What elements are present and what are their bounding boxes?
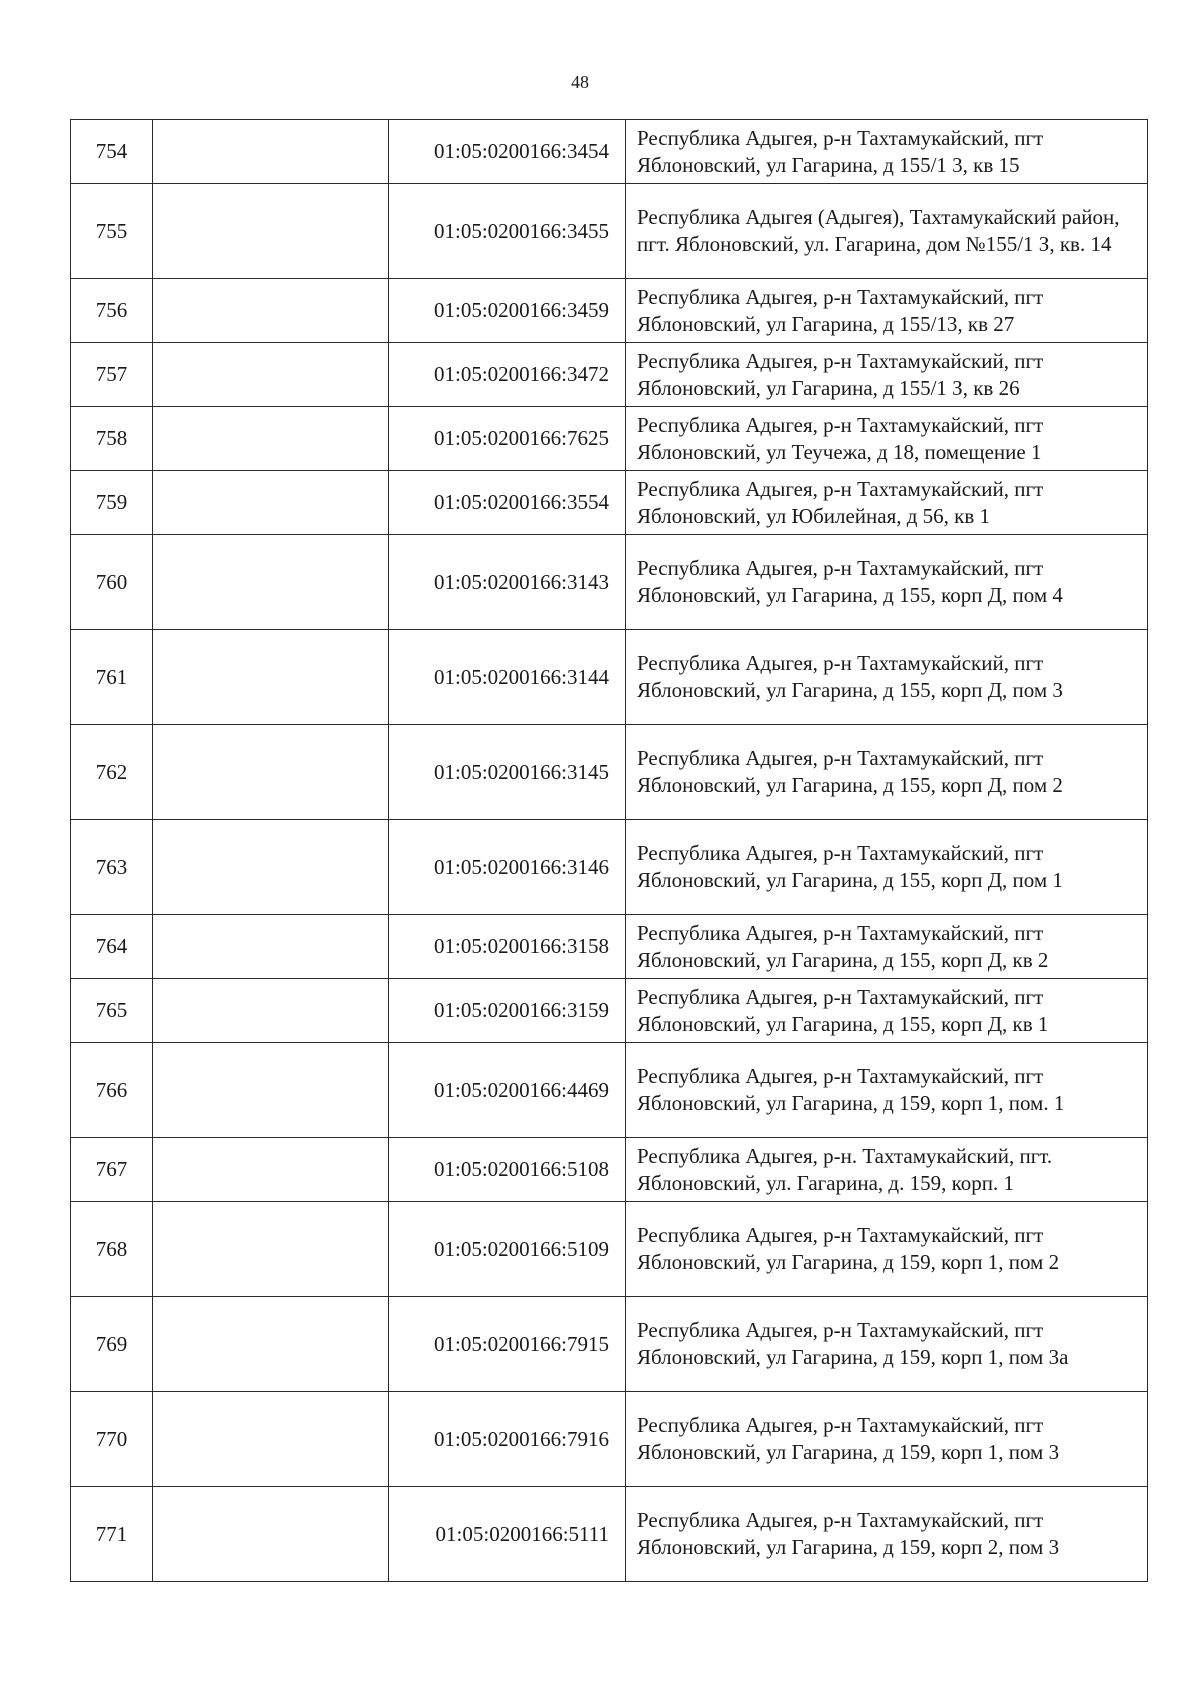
cadastral-number: 01:05:0200166:3146 [389, 820, 626, 915]
row-number: 769 [71, 1297, 153, 1392]
row-number: 764 [71, 915, 153, 979]
row-number: 767 [71, 1138, 153, 1202]
row-owner [153, 1487, 389, 1582]
table-row [71, 1202, 1148, 1297]
cadastral-number: 01:05:0200166:5109 [389, 1202, 626, 1297]
row-owner [153, 471, 389, 535]
row-owner [153, 1392, 389, 1487]
cadastral-number: 01:05:0200166:7915 [389, 1297, 626, 1392]
row-number: 768 [71, 1202, 153, 1297]
address: Республика Адыгея, р-н. Тахтамукайский, пгт. Яблоновский, ул. Гагарина, д. 159, корп. 1 [626, 1138, 1148, 1202]
row-number: 771 [71, 1487, 153, 1582]
row-number: 765 [71, 979, 153, 1043]
table-row [71, 725, 1148, 820]
row-owner [153, 1138, 389, 1202]
row-owner [153, 407, 389, 471]
table-row [71, 1297, 1148, 1392]
table-row [71, 407, 1148, 471]
address: Республика Адыгея, р-н Тахтамукайский, пгт Яблоновский, ул Гагарина, д 159, корп 1, пом 2 [626, 1202, 1148, 1297]
address: Республика Адыгея, р-н Тахтамукайский, пгт Яблоновский, ул Гагарина, д 159, корп 2, пом 3 [626, 1487, 1148, 1582]
address: Республика Адыгея, р-н Тахтамукайский, пгт Яблоновский, ул Гагарина, д 155/1 3, кв 15 [626, 120, 1148, 184]
row-number: 762 [71, 725, 153, 820]
cadastral-number: 01:05:0200166:3459 [389, 279, 626, 343]
address: Республика Адыгея, р-н Тахтамукайский, пгт Яблоновский, ул Гагарина, д 159, корп 1, пом. 1 [626, 1043, 1148, 1138]
cadastral-number: 01:05:0200166:5108 [389, 1138, 626, 1202]
address: Республика Адыгея, р-н Тахтамукайский, пгт Яблоновский, ул Гагарина, д 155, корп Д, кв 2 [626, 915, 1148, 979]
cadastral-number: 01:05:0200166:3145 [389, 725, 626, 820]
row-owner [153, 1043, 389, 1138]
address: Республика Адыгея, р-н Тахтамукайский, пгт Яблоновский, ул Теучежа, д 18, помещение 1 [626, 407, 1148, 471]
row-number: 755 [71, 184, 153, 279]
row-owner [153, 979, 389, 1043]
property-table [70, 119, 1148, 1582]
table-row [71, 535, 1148, 630]
address: Республика Адыгея, р-н Тахтамукайский, пгт Яблоновский, ул Гагарина, д 155, корп Д, пом 2 [626, 725, 1148, 820]
address: Республика Адыгея, р-н Тахтамукайский, пгт Яблоновский, ул Гагарина, д 155, корп Д, пом 3 [626, 630, 1148, 725]
row-number: 759 [71, 471, 153, 535]
table-row [71, 343, 1148, 407]
row-owner [153, 184, 389, 279]
table-row [71, 630, 1148, 725]
row-owner [153, 915, 389, 979]
row-owner [153, 120, 389, 184]
row-number: 754 [71, 120, 153, 184]
cadastral-number: 01:05:0200166:3472 [389, 343, 626, 407]
row-owner [153, 343, 389, 407]
row-number: 756 [71, 279, 153, 343]
table-row [71, 279, 1148, 343]
cadastral-number: 01:05:0200166:3554 [389, 471, 626, 535]
row-number: 766 [71, 1043, 153, 1138]
row-owner [153, 820, 389, 915]
row-number: 760 [71, 535, 153, 630]
cadastral-number: 01:05:0200166:7916 [389, 1392, 626, 1487]
table-row [71, 979, 1148, 1043]
address: Республика Адыгея, р-н Тахтамукайский, пгт Яблоновский, ул Юбилейная, д 56, кв 1 [626, 471, 1148, 535]
row-number: 757 [71, 343, 153, 407]
cadastral-number: 01:05:0200166:5111 [389, 1487, 626, 1582]
address: Республика Адыгея, р-н Тахтамукайский, пгт Яблоновский, ул Гагарина, д 159, корп 1, пом 3 [626, 1392, 1148, 1487]
cadastral-number: 01:05:0200166:3144 [389, 630, 626, 725]
cadastral-number: 01:05:0200166:3159 [389, 979, 626, 1043]
table-row [71, 184, 1148, 279]
address: Республика Адыгея, р-н Тахтамукайский, пгт Яблоновский, ул Гагарина, д 159, корп 1, пом 3а [626, 1297, 1148, 1392]
row-owner [153, 535, 389, 630]
address: Республика Адыгея, р-н Тахтамукайский, пгт Яблоновский, ул Гагарина, д 155, корп Д, пом 4 [626, 535, 1148, 630]
cadastral-number: 01:05:0200166:4469 [389, 1043, 626, 1138]
row-number: 761 [71, 630, 153, 725]
page-number: 48 [571, 72, 589, 92]
address: Республика Адыгея, р-н Тахтамукайский, пгт Яблоновский, ул Гагарина, д 155/13, кв 27 [626, 279, 1148, 343]
address: Республика Адыгея, р-н Тахтамукайский, пгт Яблоновский, ул Гагарина, д 155, корп Д, пом 1 [626, 820, 1148, 915]
row-owner [153, 630, 389, 725]
cadastral-number: 01:05:0200166:7625 [389, 407, 626, 471]
row-owner [153, 1202, 389, 1297]
table-row [71, 915, 1148, 979]
address: Республика Адыгея, р-н Тахтамукайский, пгт Яблоновский, ул Гагарина, д 155/1 З, кв 26 [626, 343, 1148, 407]
cadastral-number: 01:05:0200166:3158 [389, 915, 626, 979]
table-row [71, 1392, 1148, 1487]
cadastral-number: 01:05:0200166:3455 [389, 184, 626, 279]
row-number: 770 [71, 1392, 153, 1487]
row-owner [153, 1297, 389, 1392]
row-owner [153, 725, 389, 820]
table-row [71, 1138, 1148, 1202]
row-number: 763 [71, 820, 153, 915]
table-row [71, 1043, 1148, 1138]
table-row [71, 820, 1148, 915]
row-owner [153, 279, 389, 343]
cadastral-number: 01:05:0200166:3454 [389, 120, 626, 184]
table-row [71, 120, 1148, 184]
address: Республика Адыгея (Адыгея), Тахтамукайский район, пгт. Яблоновский, ул. Гагарина, дом №155/1 З, кв. 14 [626, 184, 1148, 279]
table-row [71, 1487, 1148, 1582]
row-number: 758 [71, 407, 153, 471]
cadastral-number: 01:05:0200166:3143 [389, 535, 626, 630]
address: Республика Адыгея, р-н Тахтамукайский, пгт Яблоновский, ул Гагарина, д 155, корп Д, кв 1 [626, 979, 1148, 1043]
table-row [71, 471, 1148, 535]
